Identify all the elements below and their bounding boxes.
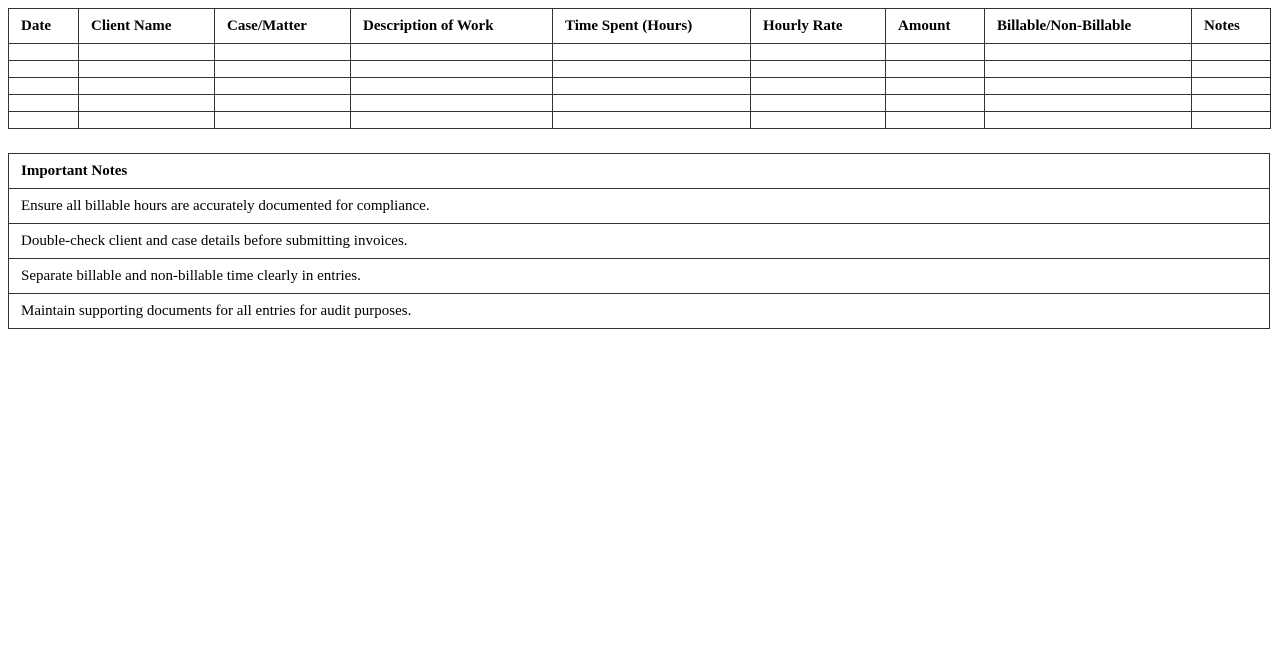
table-cell [215, 95, 351, 112]
table-cell [553, 78, 751, 95]
table-cell [351, 112, 553, 129]
table-cell [985, 95, 1192, 112]
table-row [9, 44, 1271, 61]
table-cell [985, 112, 1192, 129]
table-cell [751, 95, 886, 112]
note-text: Double-check client and case details before submitting invoices. [9, 224, 1270, 259]
table-cell [985, 61, 1192, 78]
list-item [9, 259, 1270, 294]
table-cell [9, 112, 79, 129]
table-cell [886, 112, 985, 129]
header-hourly-rate: Hourly Rate [751, 9, 886, 44]
table-cell [79, 112, 215, 129]
table-cell [79, 95, 215, 112]
important-notes-table [8, 153, 1270, 329]
table-cell [1192, 61, 1271, 78]
table-cell [79, 44, 215, 61]
table-cell [553, 112, 751, 129]
table-cell [886, 44, 985, 61]
table-cell [1192, 95, 1271, 112]
table-cell [9, 61, 79, 78]
header-amount: Amount [886, 9, 985, 44]
list-item [9, 189, 1270, 224]
table-cell [351, 95, 553, 112]
table-row [9, 61, 1271, 78]
table-cell [886, 78, 985, 95]
table-cell [886, 95, 985, 112]
time-log-table [8, 8, 1271, 129]
table-cell [751, 61, 886, 78]
table-cell [985, 78, 1192, 95]
table-cell [1192, 112, 1271, 129]
note-text: Separate billable and non-billable time clearly in entries. [9, 259, 1270, 294]
table-cell [215, 78, 351, 95]
header-time-spent: Time Spent (Hours) [553, 9, 751, 44]
list-item [9, 294, 1270, 329]
list-item [9, 224, 1270, 259]
header-date: Date [9, 9, 79, 44]
table-cell [351, 78, 553, 95]
table-row [9, 112, 1271, 129]
notes-title: Important Notes [9, 154, 1270, 189]
table-cell [886, 61, 985, 78]
table-cell [553, 44, 751, 61]
table-cell [553, 61, 751, 78]
table-cell [79, 61, 215, 78]
table-cell [215, 61, 351, 78]
table-cell [351, 44, 553, 61]
table-header-row [9, 9, 1271, 44]
table-cell [215, 44, 351, 61]
table-cell [79, 78, 215, 95]
table-row [9, 95, 1271, 112]
table-row [9, 78, 1271, 95]
note-text: Maintain supporting documents for all entries for audit purposes. [9, 294, 1270, 329]
table-cell [751, 112, 886, 129]
table-cell [9, 95, 79, 112]
table-cell [351, 61, 553, 78]
table-cell [553, 95, 751, 112]
notes-header-row [9, 154, 1270, 189]
header-case-matter: Case/Matter [215, 9, 351, 44]
table-cell [985, 44, 1192, 61]
table-cell [9, 44, 79, 61]
table-cell [9, 78, 79, 95]
header-notes: Notes [1192, 9, 1271, 44]
header-description-of-work: Description of Work [351, 9, 553, 44]
header-billable-status: Billable/Non-Billable [985, 9, 1192, 44]
table-cell [1192, 78, 1271, 95]
table-cell [215, 112, 351, 129]
header-client-name: Client Name [79, 9, 215, 44]
table-cell [1192, 44, 1271, 61]
table-cell [751, 78, 886, 95]
note-text: Ensure all billable hours are accurately documented for compliance. [9, 189, 1270, 224]
table-cell [751, 44, 886, 61]
